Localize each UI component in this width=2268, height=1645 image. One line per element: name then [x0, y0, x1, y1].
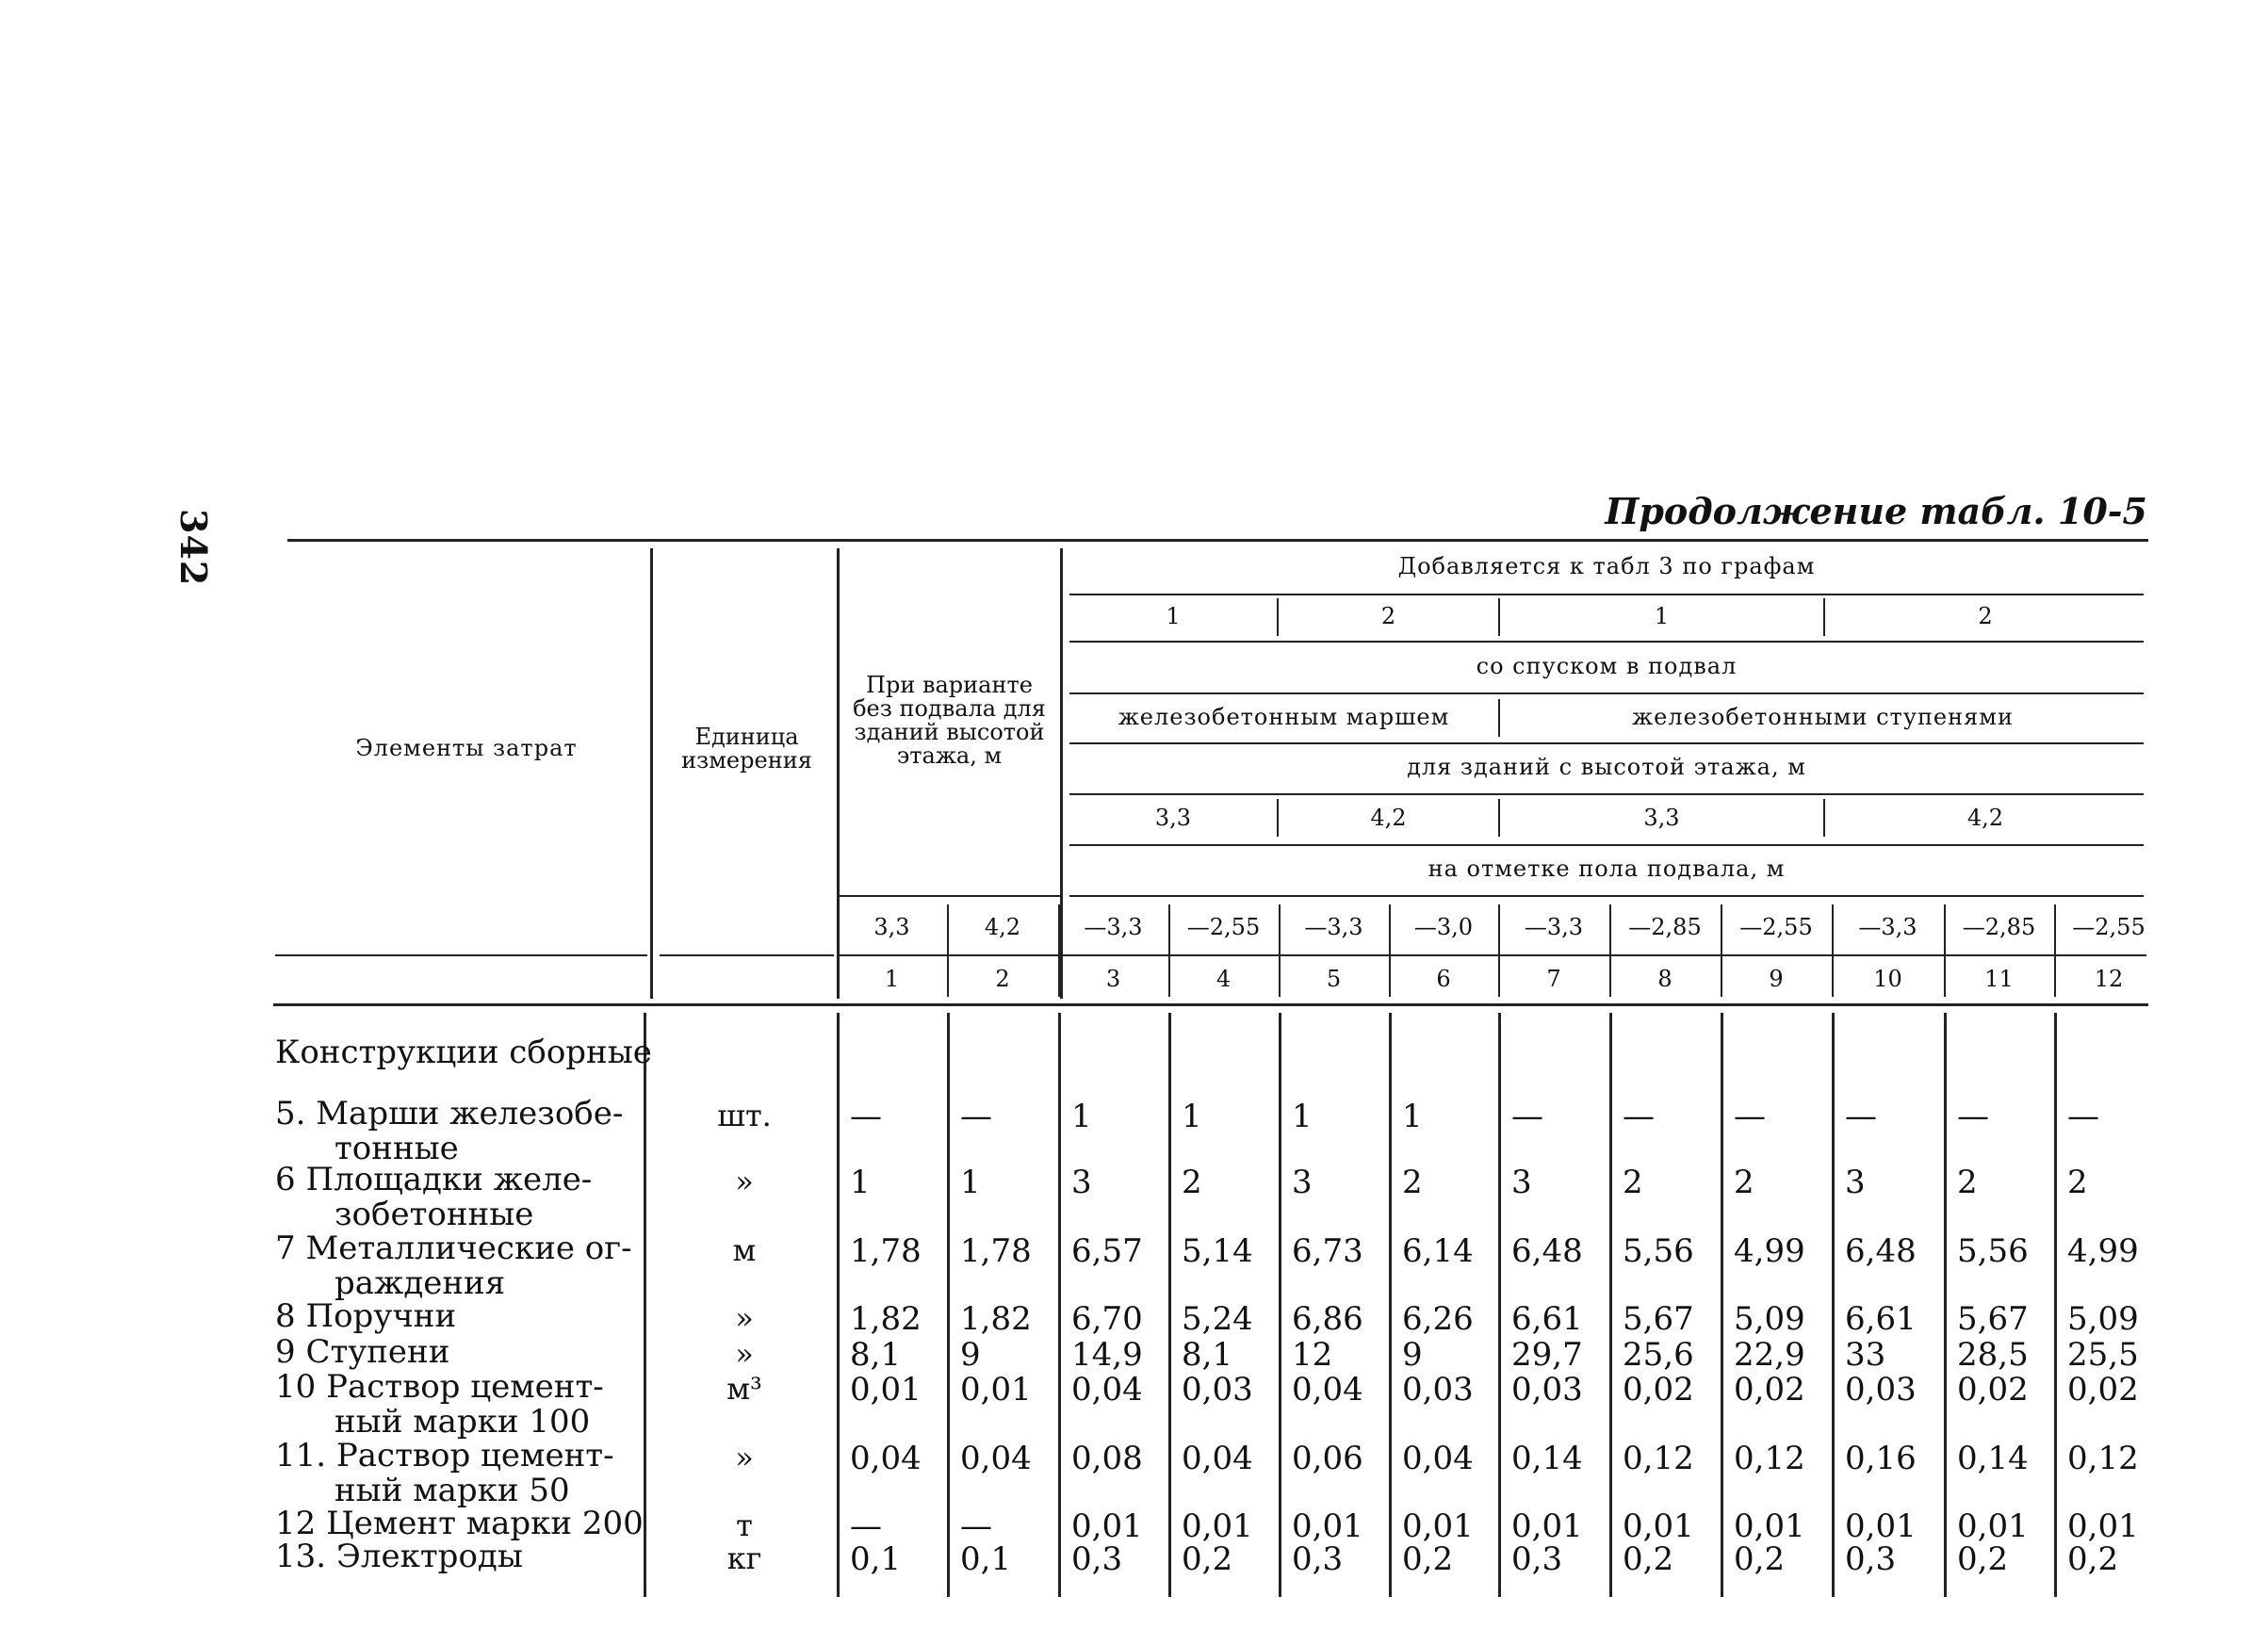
column-number: 12	[2094, 966, 2124, 993]
row-unit: »	[735, 1336, 754, 1372]
table-cell: 0,1	[850, 1540, 902, 1578]
table-cell: 0,01	[960, 1371, 1032, 1409]
table-cell: 1	[1292, 1098, 1313, 1135]
table-cell: 0,2	[1182, 1540, 1233, 1578]
table-cell: 0,01	[1292, 1507, 1363, 1545]
header-rule-2	[1069, 692, 2144, 694]
table-cell: 3	[1071, 1164, 1092, 1201]
table-cell: 0,01	[1071, 1507, 1143, 1545]
table-cell: 6,26	[1402, 1300, 1474, 1338]
table-cell: 5,14	[1182, 1232, 1253, 1270]
table-cell: 2	[1957, 1164, 1978, 1201]
table-cell: 9	[1402, 1336, 1423, 1374]
sub-value: —2,85	[1962, 914, 2036, 941]
table-cell: 25,5	[2067, 1336, 2139, 1374]
sub-value: —3,0	[1413, 914, 1474, 941]
header-rule-1	[1069, 641, 2144, 643]
sub-value: —3,3	[1304, 914, 1363, 941]
table-cell: 1,78	[850, 1232, 922, 1270]
row-unit: т	[736, 1507, 753, 1543]
table-cell: 3	[1511, 1164, 1532, 1201]
table-cell: 0,3	[1071, 1540, 1123, 1578]
sub-value: 4,2	[984, 914, 1021, 941]
row-name: 8 Поручни	[275, 1297, 457, 1335]
table-cell: 0,01	[2067, 1507, 2139, 1545]
table-cell: 0,2	[1734, 1540, 1786, 1578]
header-rule-sub	[837, 954, 2146, 956]
sub-value: —3,3	[1084, 914, 1143, 941]
table-cell: 2	[1182, 1164, 1202, 1201]
body-vline-7	[1609, 1013, 1612, 1597]
table-cell: 6,14	[1402, 1232, 1474, 1270]
height-value: 3,3	[1154, 805, 1192, 832]
body-vline-10	[1944, 1013, 1947, 1597]
table-cell: 0,3	[1292, 1540, 1344, 1578]
table-cell: —	[2067, 1098, 2099, 1135]
table-cell: 28,5	[1957, 1336, 2029, 1374]
row-name-cont: зобетонные	[334, 1196, 534, 1233]
sub-value: —2,55	[1739, 914, 1813, 941]
section-title: Конструкции сборные	[275, 1034, 652, 1071]
table-cell: 0,02	[1734, 1371, 1805, 1409]
table-cell: 0,3	[1845, 1540, 1897, 1578]
table-cell: 6,61	[1845, 1300, 1917, 1338]
table-cell: 5,56	[1957, 1232, 2029, 1270]
table-cell: 0,03	[1845, 1371, 1917, 1409]
header-march: железобетонным маршем	[1118, 704, 1450, 731]
table-cell: 6,61	[1511, 1300, 1583, 1338]
row-name-cont: раждения	[334, 1264, 506, 1302]
table-cell: 2	[2067, 1164, 2088, 1201]
graph-num: 1	[1166, 603, 1181, 630]
header-floor-mark: на отметке пола подвала, м	[1428, 855, 1786, 883]
table-cell: 0,02	[1957, 1371, 2029, 1409]
row-name: 6 Площадки желе-	[275, 1161, 593, 1198]
header-unit: Единица измерения	[681, 723, 812, 774]
height-value: 4,2	[1966, 805, 2004, 832]
row-name-cont: ный марки 50	[334, 1472, 570, 1509]
table-cell: 0,12	[1734, 1440, 1805, 1477]
table-cell: 1,82	[960, 1300, 1032, 1338]
table-cell: 6,70	[1071, 1300, 1143, 1338]
table-cell: 12	[1292, 1336, 1333, 1374]
column-number: 3	[1105, 966, 1121, 993]
body-vline-3	[1168, 1013, 1171, 1597]
row-name: 13. Электроды	[275, 1538, 523, 1575]
table-cell: —	[850, 1507, 882, 1545]
table-cell: 8,1	[850, 1336, 902, 1374]
column-number: 4	[1216, 966, 1232, 993]
table-cell: 5,67	[1623, 1300, 1694, 1338]
row-name: 7 Металлические ог-	[275, 1230, 632, 1267]
header-rule-unit	[660, 954, 834, 956]
table-cell: 0,3	[1511, 1540, 1563, 1578]
table-cell: —	[960, 1098, 992, 1135]
table-cell: 6,73	[1292, 1232, 1363, 1270]
sub-value: 3,3	[873, 914, 910, 941]
header-rule-variant	[837, 895, 1063, 897]
body-vline-5	[1389, 1013, 1392, 1597]
table-cell: 0,03	[1402, 1371, 1474, 1409]
table-cell: 29,7	[1511, 1336, 1583, 1374]
row-name: 5. Марши железобе-	[275, 1095, 624, 1132]
column-number: 2	[995, 966, 1010, 993]
graph-num: 2	[1978, 603, 1993, 630]
table-cell: 0,01	[1623, 1507, 1694, 1545]
header-with-descent: со спуском в подвал	[1476, 653, 1738, 680]
table-cell: —	[1623, 1098, 1655, 1135]
body-vline-0	[837, 1013, 840, 1597]
row-name-cont: ный марки 100	[334, 1403, 591, 1441]
table-cell: 1,78	[960, 1232, 1032, 1270]
body-vline-8	[1721, 1013, 1723, 1597]
table-cell: 2	[1402, 1164, 1423, 1201]
table-cell: 1	[960, 1164, 981, 1201]
height-value: 4,2	[1370, 805, 1407, 832]
table-cell: 33	[1845, 1336, 1886, 1374]
table-cell: 0,14	[1957, 1440, 2029, 1477]
row-name: 10 Раствор цемент-	[275, 1368, 604, 1406]
column-number: 10	[1873, 966, 1902, 993]
table-cell: 0,12	[1623, 1440, 1694, 1477]
column-number: 5	[1326, 966, 1342, 993]
table-cell: 1	[850, 1164, 871, 1201]
table-cell: 4,99	[2067, 1232, 2139, 1270]
body-vline-9	[1832, 1013, 1835, 1597]
table-cell: 0,04	[1402, 1440, 1474, 1477]
table-cell: —	[960, 1507, 992, 1545]
column-number: 1	[884, 966, 900, 993]
table-cell: 0,1	[960, 1540, 1012, 1578]
row-unit: м	[732, 1232, 757, 1268]
table-cell: —	[1511, 1098, 1543, 1135]
table-cell: 5,09	[1734, 1300, 1805, 1338]
row-name: 12 Цемент марки 200	[275, 1505, 644, 1542]
page-number: 342	[172, 509, 215, 587]
graph-num: 1	[1654, 603, 1670, 630]
row-unit: шт.	[717, 1098, 772, 1133]
header-rule-6	[1069, 895, 2144, 897]
column-number: 6	[1436, 966, 1451, 993]
row-unit: м³	[726, 1371, 762, 1407]
table-cell: 5,09	[2067, 1300, 2139, 1338]
table-cell: 3	[1845, 1164, 1866, 1201]
header-variant: При варианте без подвала для зданий высотой этажа, м	[853, 671, 1046, 770]
table-cell: 0,2	[2067, 1540, 2119, 1578]
table-caption: Продолжение табл. 10-5	[1605, 490, 2147, 532]
table-cell: —	[1845, 1098, 1877, 1135]
sub-value: —2,55	[2072, 914, 2146, 941]
table-cell: 0,2	[1957, 1540, 2009, 1578]
table-cell: 3	[1292, 1164, 1313, 1201]
table-cell: 25,6	[1623, 1336, 1694, 1374]
table-cell: 0,16	[1845, 1440, 1917, 1477]
table-cell: 1	[1071, 1098, 1092, 1135]
table-cell: —	[1957, 1098, 1989, 1135]
table-cell: 0,04	[1292, 1371, 1363, 1409]
table-cell: 9	[960, 1336, 981, 1374]
table-cell: 8,1	[1182, 1336, 1233, 1374]
top-rule	[287, 539, 2148, 542]
table-cell: 0,03	[1511, 1371, 1583, 1409]
table-cell: 1,82	[850, 1300, 922, 1338]
column-number: 11	[1984, 966, 2014, 993]
table-cell: 0,08	[1071, 1440, 1143, 1477]
table-cell: 2	[1734, 1164, 1754, 1201]
table-cell: 5,56	[1623, 1232, 1694, 1270]
row-name: 9 Ступени	[275, 1333, 450, 1371]
header-for-buildings: для зданий с высотой этажа, м	[1407, 754, 1806, 781]
row-name-cont: тонные	[334, 1130, 459, 1167]
sub-value: —3,3	[1858, 914, 1917, 941]
row-unit: »	[735, 1300, 754, 1336]
table-cell: 0,01	[1182, 1507, 1253, 1545]
table-cell: 0,01	[1845, 1507, 1917, 1545]
table-cell: 2	[1623, 1164, 1643, 1201]
body-vline-names	[644, 1013, 646, 1597]
table-cell: 0,04	[1182, 1440, 1253, 1477]
table-cell: 0,01	[1511, 1507, 1583, 1545]
header-steps: железобетонными ступенями	[1632, 704, 2014, 731]
header-rule-4	[1069, 793, 2144, 795]
table-cell: 1	[1402, 1098, 1423, 1135]
table-cell: 22,9	[1734, 1336, 1805, 1374]
row-unit: »	[735, 1440, 754, 1475]
header-added: Добавляется к табл 3 по графам	[1397, 553, 1816, 580]
column-number: 9	[1769, 966, 1784, 993]
table-cell: 0,12	[2067, 1440, 2139, 1477]
table-cell: 5,24	[1182, 1300, 1253, 1338]
table-cell: 6,57	[1071, 1232, 1143, 1270]
column-number: 8	[1657, 966, 1672, 993]
header-rule-5	[1069, 844, 2144, 846]
table-cell: 0,01	[1734, 1507, 1805, 1545]
header-rule-left	[275, 954, 647, 956]
sub-value: —3,3	[1524, 914, 1584, 941]
column-number: 7	[1546, 966, 1561, 993]
table-cell: 0,02	[2067, 1371, 2139, 1409]
table-cell: 0,01	[1957, 1507, 2029, 1545]
height-value: 3,3	[1643, 805, 1680, 832]
table-cell: 0,2	[1402, 1540, 1454, 1578]
table-cell: 0,02	[1623, 1371, 1694, 1409]
body-vline-1	[947, 1013, 950, 1597]
table-cell: 0,01	[850, 1371, 922, 1409]
table-cell: 0,14	[1511, 1440, 1583, 1477]
table-cell: 14,9	[1071, 1336, 1143, 1374]
row-unit: кг	[726, 1540, 762, 1576]
sub-value: —2,85	[1628, 914, 1702, 941]
header-elements: Элементы затрат	[355, 735, 578, 762]
table-cell: 4,99	[1734, 1232, 1805, 1270]
table-cell: 0,03	[1182, 1371, 1253, 1409]
table-cell: 6,48	[1511, 1232, 1583, 1270]
vline-elements	[650, 548, 653, 999]
table-cell: 0,04	[960, 1440, 1032, 1477]
table-cell: 6,48	[1845, 1232, 1917, 1270]
body-vline-6	[1498, 1013, 1501, 1597]
table-cell: 5,67	[1957, 1300, 2029, 1338]
header-rule-3	[1069, 742, 2144, 744]
table-cell: 1	[1182, 1098, 1202, 1135]
header-bottom-rule	[273, 1003, 2148, 1006]
graph-num: 2	[1380, 603, 1396, 630]
body-vline-4	[1279, 1013, 1281, 1597]
table-cell: 0,04	[850, 1440, 922, 1477]
body-vline-11	[2054, 1013, 2057, 1597]
table-cell: —	[850, 1098, 882, 1135]
table-cell: —	[1734, 1098, 1766, 1135]
row-unit: »	[735, 1164, 754, 1199]
table-cell: 0,01	[1402, 1507, 1474, 1545]
sub-value: —2,55	[1186, 914, 1261, 941]
table-cell: 0,06	[1292, 1440, 1363, 1477]
table-cell: 0,04	[1071, 1371, 1143, 1409]
body-vline-2	[1058, 1013, 1061, 1597]
table-cell: 6,86	[1292, 1300, 1363, 1338]
table-cell: 0,2	[1623, 1540, 1674, 1578]
row-name: 11. Раствор цемент-	[275, 1437, 614, 1474]
